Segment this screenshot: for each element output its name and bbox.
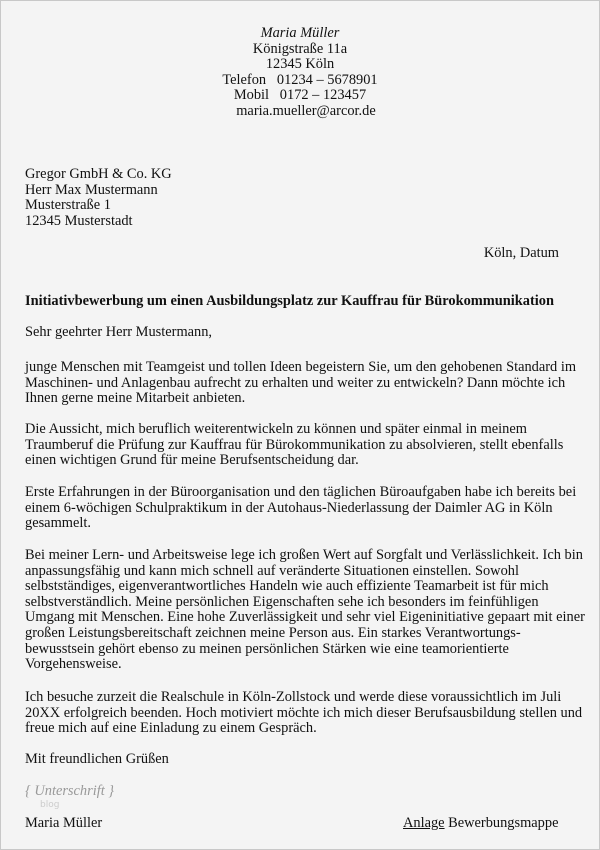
sender-name: Maria Müller bbox=[260, 25, 340, 41]
signature-placeholder: { Unterschrift } bbox=[25, 783, 115, 799]
text-line: einen wichtigen Grund für meine Berufsentscheidung dar. bbox=[25, 452, 359, 469]
attachment-label: Anlage bbox=[403, 815, 445, 831]
text-line: gesammelt. bbox=[25, 515, 91, 532]
recipient-line: Gregor GmbH & Co. KG bbox=[25, 166, 172, 182]
text-line: junge Menschen mit Teamgeist und tollen Ideen begeistern Sie, um den gehobenen Standard im bbox=[25, 359, 577, 375]
salutation: Sehr geehrter Herr Mustermann, bbox=[25, 324, 213, 340]
date: Köln, Datum bbox=[483, 245, 559, 261]
closing: Mit freundlichen Grüßen bbox=[25, 751, 169, 767]
recipient-line: Musterstraße 1 bbox=[25, 197, 111, 214]
attachment-text: Bewerbungsmappe bbox=[444, 815, 559, 831]
text-line: Bei meiner Lern- und Arbeitsweise lege ich großen Wert auf Sorgfalt und Verlässlichkeit. Ich bin bbox=[25, 547, 583, 563]
recipient-block bbox=[25, 167, 575, 229]
sender-street: Königstraße 11a bbox=[252, 40, 348, 57]
text-line: Erste Erfahrungen in der Büroorganisation und den täglichen Büroaufgaben habe ich bereits bei bbox=[25, 484, 577, 500]
sender-phone: Telefon 01234 – 5678901 bbox=[222, 71, 378, 88]
sender-city: 12345 Köln bbox=[265, 56, 335, 73]
text-line: großen Leistungsbereitschaft zeichnen meine Person aus. Ein starkes Verantwortungs- bbox=[25, 624, 521, 641]
recipient-line: 12345 Musterstadt bbox=[25, 212, 133, 229]
text-line: Ihnen gerne meine Mitarbeit anbieten. bbox=[25, 390, 246, 407]
text-line: selbstständiges, eigenverantwortliches Handeln wie auch effiziente Teamarbeit ist für mich bbox=[25, 578, 549, 595]
sender-email: maria.mueller@arcor.de bbox=[236, 102, 376, 119]
signature-name: Maria Müller bbox=[25, 815, 103, 831]
text-line: freue mich auf eine Einladung zu einem Gespräch. bbox=[25, 720, 317, 737]
text-line: Die Aussicht, mich beruflich weiterentwickeln zu können und später einmal in meinem bbox=[25, 421, 527, 437]
paragraph-5 bbox=[25, 689, 583, 737]
paragraph-1 bbox=[25, 360, 575, 407]
paragraph-3 bbox=[25, 485, 575, 532]
subject: Initiativbewerbung um einen Ausbildungsplatz zur Kauffrau für Bürokommunikation bbox=[25, 293, 554, 309]
sender-mobile: Mobil 0172 – 123457 bbox=[233, 87, 367, 104]
attachment-note bbox=[403, 816, 558, 832]
watermark: blog bbox=[40, 800, 60, 810]
paragraph-4 bbox=[25, 547, 585, 673]
sender-block bbox=[1, 26, 599, 120]
recipient-line: Herr Max Mustermann bbox=[25, 181, 158, 198]
text-line: selbstverständlich. Meine persönlichen Eigenschaften sehe ich besonders im feinfühligen bbox=[25, 593, 539, 610]
text-line: einem 6-wöchigen Schulpraktikum in der Autohaus-Niederlassung der Daimler AG in Köln bbox=[25, 499, 553, 516]
text-line: 20XX erfolgreich beenden. Hoch motiviert möchte ich mich dieser Berufsausbildung stellen und bbox=[25, 704, 583, 721]
text-line: Vorgehensweise. bbox=[25, 656, 122, 673]
text-line: anpassungsfähig und kann mich schnell auf veränderte Situationen einstellen. Sowohl bbox=[25, 562, 519, 579]
text-line: Traumberuf die Prüfung zur Kauffrau für Bürokommunikation zu absolvieren, stellt ebenfalls bbox=[25, 436, 564, 453]
text-line: bewusstsein gehört ebenso zu meinen persönlichen Stärken wie eine teamorientierte bbox=[25, 640, 509, 657]
text-line: Ich besuche zurzeit die Realschule in Köln-Zollstock und werde diese voraussichtlich im Juli bbox=[25, 689, 562, 705]
text-line: Maschinen- und Anlagenbau aufrecht zu erhalten und weiter zu entwickeln? Dann möchte ich bbox=[25, 374, 566, 391]
text-line: Umgang mit Menschen. Eine hohe Zuverlässigkeit und sehr viel Eigeninitiative gepaart mit einer bbox=[25, 609, 585, 626]
paragraph-2 bbox=[25, 422, 575, 469]
